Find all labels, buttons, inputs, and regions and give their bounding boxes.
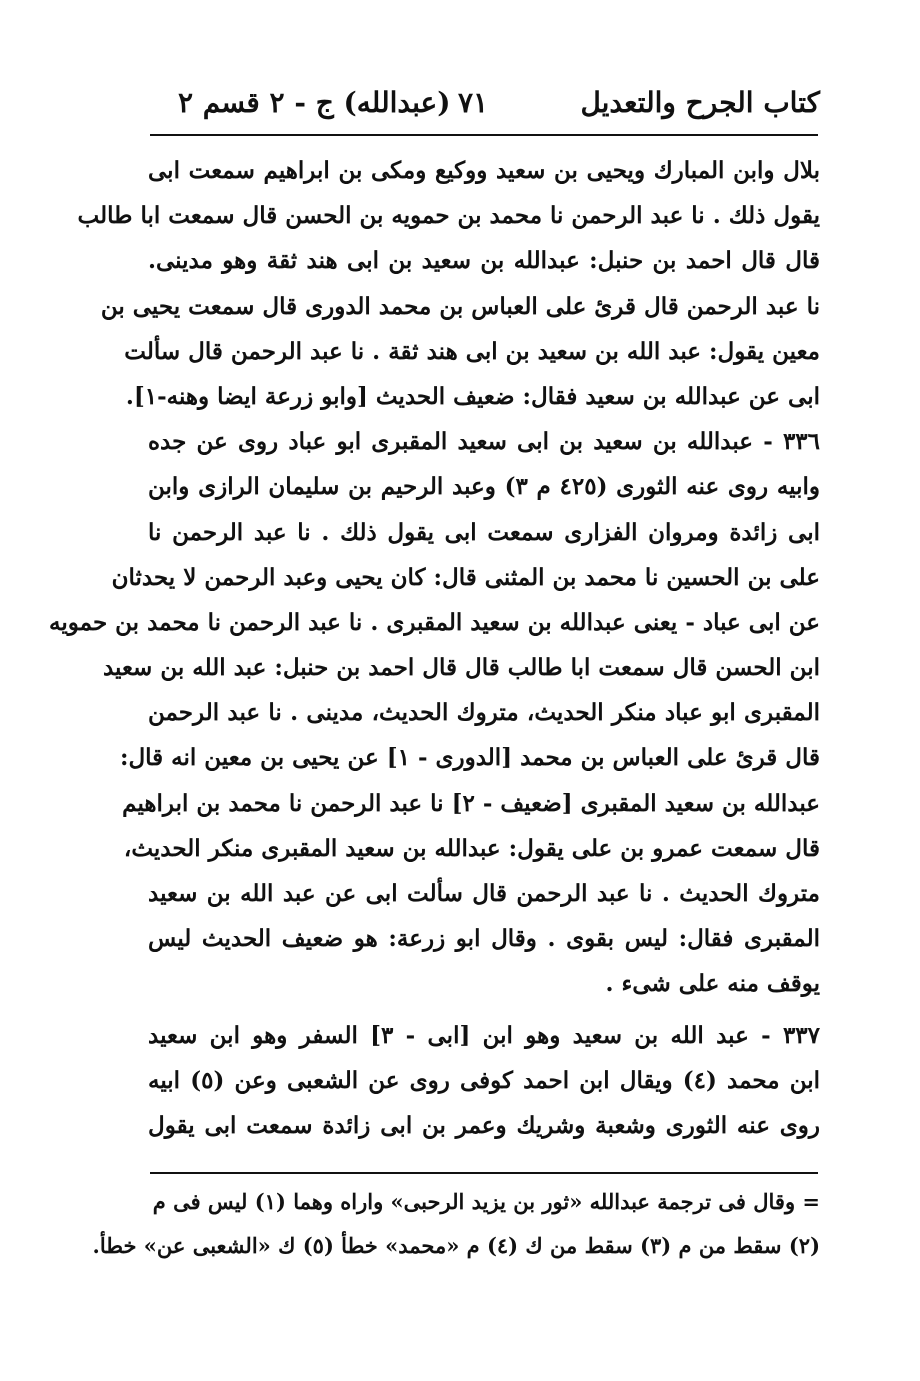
- text-line: بلال وابن المبارك ويحيى بن سعيد ووكيع ومكى بن ابراهيم سمعت ابى: [148, 157, 820, 184]
- entry-336-start: ٣٣٦ - عبدالله بن سعيد بن ابى سعيد المقبرى ابو عباد روى عن جده: [148, 428, 820, 456]
- text-line: يقول ذلك . نا عبد الرحمن نا محمد بن حمويه بن الحسن قال سمعت ابا طالب: [77, 202, 820, 230]
- text-line: نا عبد الرحمن قال قرئ على العباس بن محمد الدورى قال سمعت يحيى بن: [100, 292, 820, 320]
- running-header: [148, 78, 820, 128]
- text-line: قال سمعت عمرو بن على يقول: عبدالله بن سعيد المقبرى منكر الحديث،: [123, 834, 820, 862]
- text-line: قال قال احمد بن حنبل: عبدالله بن سعيد بن ابى هند ثقة وهو مدينى.: [148, 247, 820, 275]
- text-line: ابن محمد (٤) ويقال ابن احمد كوفى روى عن الشعبى وعن (٥) ابيه: [148, 1066, 821, 1094]
- text-line: يوقف منه على شىء .: [605, 970, 820, 998]
- footnote-rule: [150, 1172, 818, 1174]
- text-line: على بن الحسين نا محمد بن المثنى قال: كان يحيى وعبد الرحمن لا يحدثان: [111, 563, 820, 591]
- book-title: كتاب الجرح والتعديل: [580, 86, 820, 119]
- text-line: متروك الحديث . نا عبد الرحمن قال سألت ابى عن عبد الله بن سعيد: [148, 880, 820, 907]
- text-line: عن ابى عباد - يعنى عبدالله بن سعيد المقبرى . نا عبد الرحمن نا محمد بن حمويه: [49, 608, 820, 636]
- section-reference: (عبدالله) ج - ٢ قسم ٢: [178, 86, 451, 119]
- text-line: المقبرى ابو عباد منكر الحديث، متروك الحديث، مدينى . نا عبد الرحمن: [148, 699, 820, 727]
- text-line: المقبرى فقال: ليس بقوى . وقال ابو زرعة: هو ضعيف الحديث ليس: [148, 925, 820, 953]
- text-line: قال قرئ على العباس بن محمد [الدورى - ١] عن يحيى بن معين انه قال:: [119, 744, 820, 772]
- footnotes: [92, 1180, 820, 1268]
- text-line: ابى زائدة ومروان الفزارى سمعت ابى يقول ذلك . نا عبد الرحمن نا: [148, 518, 820, 546]
- footnote-line: = وقال فى ترجمة عبدالله «ثور بن يزيد الرحبى» واراه وهما (١) ليس فى م: [152, 1189, 820, 1214]
- text-line: عبدالله بن سعيد المقبرى [ضعيف - ٢] نا عبد الرحمن نا محمد بن ابراهيم: [122, 789, 820, 817]
- text-line: وابيه روى عنه الثورى (٤٢٥ م ٣) وعبد الرحيم بن سليمان الرازى وابن: [148, 473, 820, 501]
- text-line: روى عنه الثورى وشعبة وشريك وعمر بن ابى زائدة سمعت ابى يقول: [148, 1111, 820, 1139]
- text-line: ابن الحسن قال سمعت ابا طالب قال قال احمد بن حنبل: عبد الله بن سعيد: [102, 654, 820, 682]
- page-number: ٧١: [458, 86, 489, 119]
- text-line: معين يقول: عبد الله بن سعيد بن ابى هند ثقة . نا عبد الرحمن قال سألت: [124, 337, 820, 365]
- header-rule: [150, 134, 818, 136]
- body-text: [49, 148, 821, 1148]
- entry-337-start: ٣٣٧ - عبد الله بن سعيد وهو ابن [ابى - ٣] السفر وهو ابن سعيد: [148, 1021, 820, 1049]
- text-line: ابى عن عبدالله بن سعيد فقال: ضعيف الحديث [وابو زرعة ايضا وهنه-١].: [125, 382, 820, 410]
- footnote-line: (٢) سقط من م (٣) سقط من ك (٤) م «محمد» خطأ (٥) ك «الشعبى عن» خطأ.: [92, 1233, 820, 1258]
